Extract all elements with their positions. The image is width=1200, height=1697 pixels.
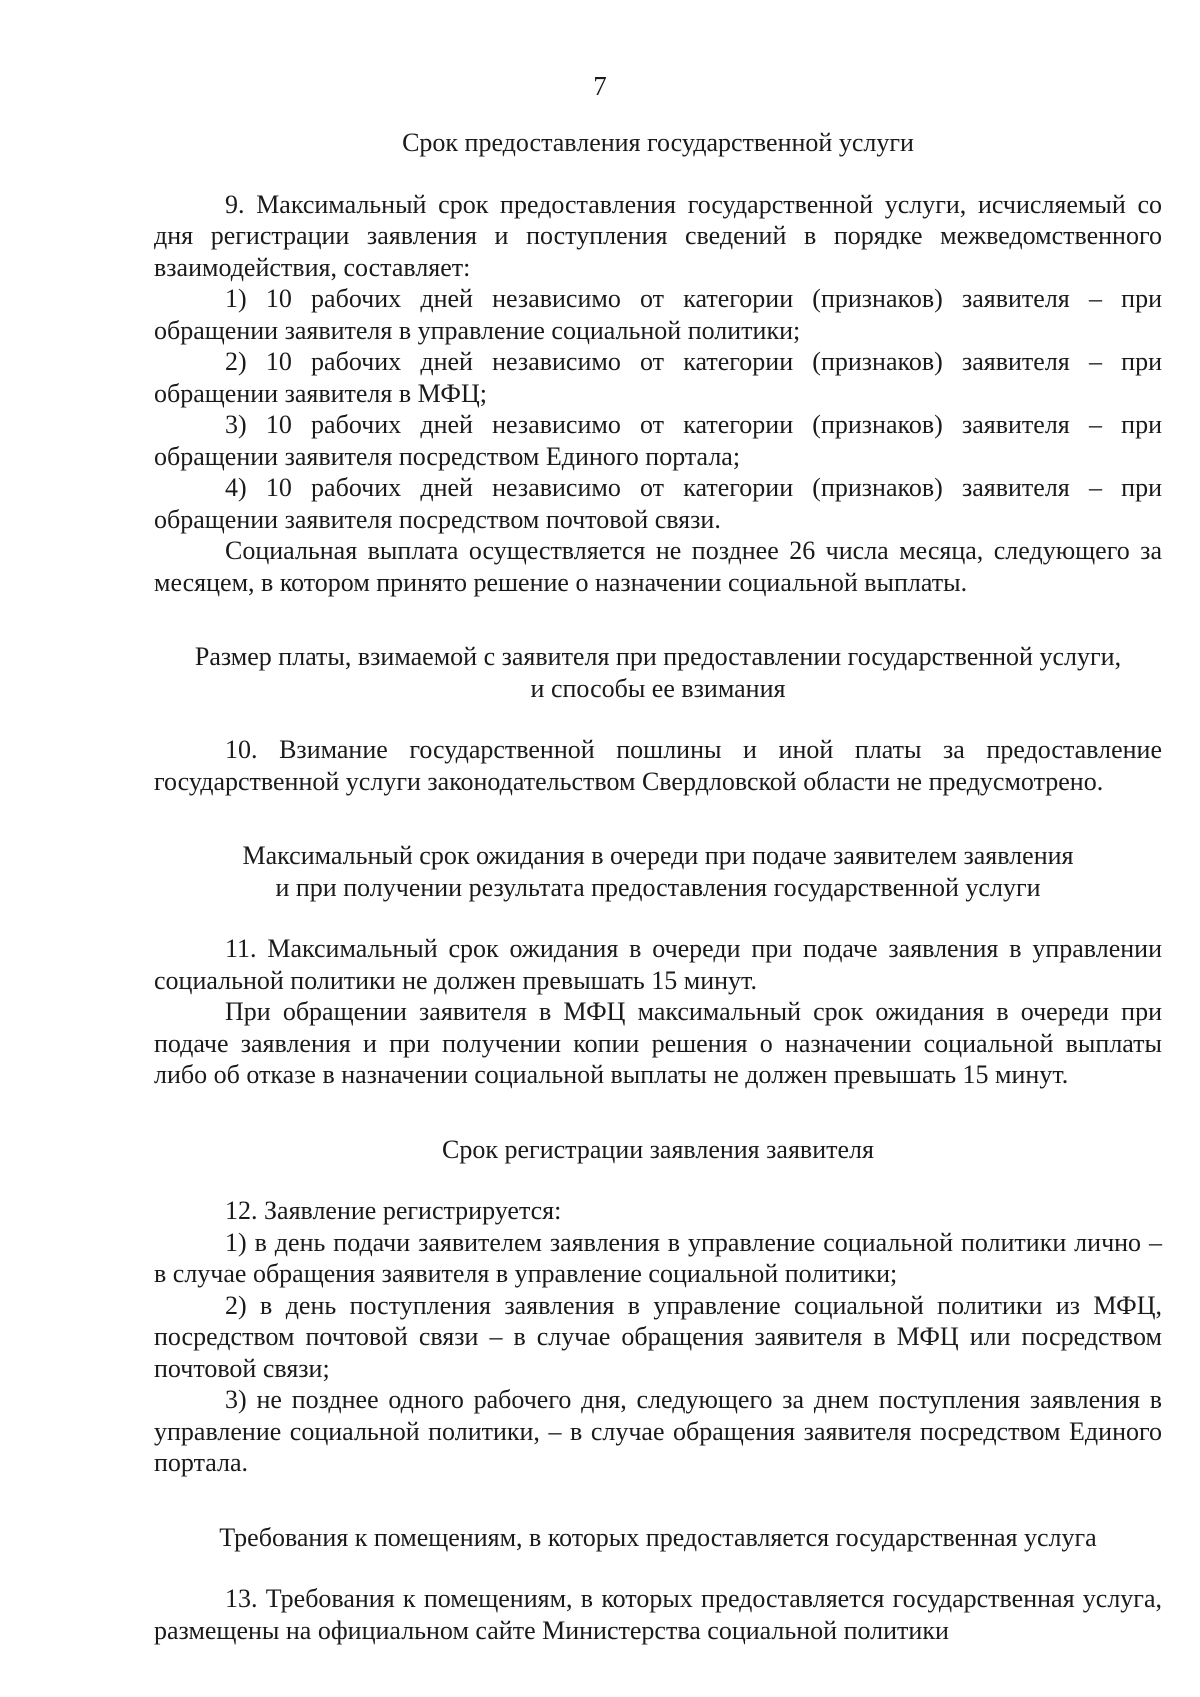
section-heading: [154, 840, 1162, 903]
paragraph: При обращении заявителя в МФЦ максимальный срок ожидания в очереди при подаче заявления и при получении копии решения о назначении социальной выплаты либо об отказе в назначении социальной выплаты не должен превышать 15 минут.: [154, 997, 1162, 1089]
section-term-of-service: [154, 127, 1162, 598]
paragraph: 9. Максимальный срок предоставления государственной услуги, исчисляемый со дня регистрации заявления и поступления сведений в порядке межведомственного взаимодействия, составляет:: [154, 189, 1162, 282]
section-queue-time: [154, 840, 1162, 1091]
paragraph: 4) 10 рабочих дней независимо от категории (признаков) заявителя – при обращении заявителя посредством почтовой связи.: [154, 473, 1162, 534]
paragraph: 1) 10 рабочих дней независимо от категории (признаков) заявителя – при обращении заявителя в управление социальной политики;: [154, 284, 1162, 345]
section-heading-line: Размер платы, взимаемой с заявителя при предоставлении государственной услуги,: [194, 642, 1122, 671]
paragraph: Социальная выплата осуществляется не позднее 26 числа месяца, следующего за месяцем, в котором принято решение о назначении социальной выплаты.: [154, 536, 1162, 597]
section-heading: [154, 641, 1162, 704]
section-heading-line: Срок предоставления государственной услуги: [402, 128, 914, 157]
paragraph: 2) 10 рабочих дней независимо от категории (признаков) заявителя – при обращении заявителя в МФЦ;: [154, 347, 1162, 408]
paragraph: 12. Заявление регистрируется:: [225, 1196, 562, 1225]
paragraph: 3) не позднее одного рабочего дня, следующего за днем поступления заявления в управление социальной политики, – в случае обращения заявителя посредством Единого портала.: [154, 1385, 1162, 1477]
paragraph: 1) в день подачи заявителем заявления в управление социальной политики лично – в случае обращения заявителя в управление социальной политики;: [154, 1227, 1162, 1288]
section-heading: [154, 1134, 1162, 1166]
paragraph: 13. Требования к помещениям, в которых предоставляется государственная услуга, размещены на официальном сайте Министерства социальной политики: [154, 1584, 1162, 1645]
section-heading-line: Максимальный срок ожидания в очереди при подаче заявителем заявления: [242, 841, 1074, 870]
section-premises: [154, 1522, 1162, 1647]
section-heading-line: и при получении результата предоставления государственной услуги: [275, 872, 1041, 902]
paragraph: 3) 10 рабочих дней независимо от категории (признаков) заявителя – при обращении заявителя посредством Единого портала;: [154, 410, 1162, 471]
section-heading-line: и способы ее взимания: [530, 673, 786, 703]
section-registration: [154, 1134, 1162, 1479]
section-heading: [154, 1522, 1162, 1554]
section-heading-line: Срок регистрации заявления заявителя: [442, 1134, 874, 1164]
section-fee: [154, 641, 1162, 797]
paragraph: 11. Максимальный срок ожидания в очереди при подаче заявления в управлении социальной политики не должен превышать 15 минут.: [154, 934, 1162, 995]
document-body: [154, 127, 1162, 1646]
paragraph: 10. Взимание государственной пошлины и иной платы за предоставление государственной услуги законодательством Свердловской области не предусмотрено.: [154, 735, 1162, 796]
section-heading: [154, 127, 1162, 159]
paragraph: 2) в день поступления заявления в управление социальной политики из МФЦ, посредством почтовой связи – в случае обращения заявителя в МФЦ или посредством почтовой связи;: [154, 1290, 1162, 1383]
section-heading-line: Требования к помещениям, в которых предоставляется государственная услуга: [219, 1522, 1097, 1552]
page-number: 7: [593, 71, 607, 101]
